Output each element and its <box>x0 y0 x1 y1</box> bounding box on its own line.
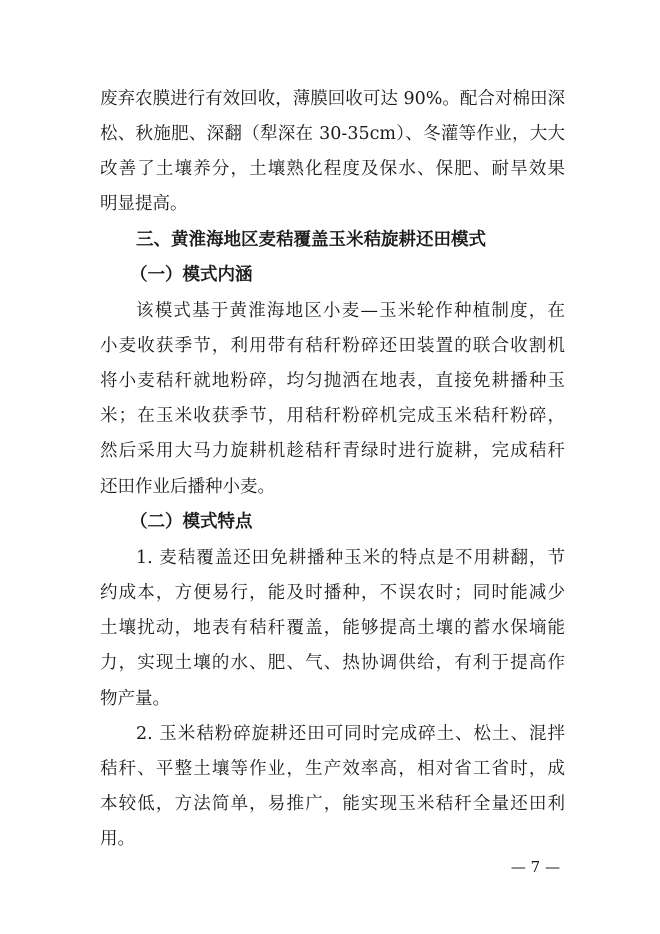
body-text-line: 2. 玉米秸粉碎旋耕还田可同时完成碎土、松土、混拌 <box>136 724 565 744</box>
body-text-line: 将小麦秸秆就地粉碎，均匀抛洒在地表，直接免耕播种玉 <box>100 371 565 391</box>
page-number: — 7 — <box>510 858 560 876</box>
body-text-line: 本较低，方法简单，易推广，能实现玉米秸秆全量还田利 <box>100 794 565 814</box>
body-text-line: 松、秋施肥、深翻（犁深在 30-35cm）、冬灌等作业，大大 <box>100 124 565 144</box>
body-text-line: 明显提高。 <box>100 194 188 214</box>
body-text-line: 1. 麦秸覆盖还田免耕播种玉米的特点是不用耕翻，节 <box>136 548 565 568</box>
subsection-heading: （一）模式内涵 <box>130 265 253 285</box>
body-text-line: 废弃农膜进行有效回收，薄膜回收可达 90%。配合对棉田深 <box>100 89 565 109</box>
body-text-line: 土壤扰动，地表有秸秆覆盖，能够提高土壤的蓄水保墒能 <box>100 618 565 638</box>
body-text-line: 力，实现土壤的水、肥、气、热协调供给，有利于提高作 <box>100 653 565 673</box>
body-text-line: 改善了土壤养分，土壤熟化程度及保水、保肥、耐旱效果 <box>100 159 565 179</box>
body-text-line: 小麦收获季节，利用带有秸秆粉碎还田装置的联合收割机 <box>100 336 565 356</box>
body-text-line: 用。 <box>100 829 135 849</box>
section-heading: 三、黄淮海地区麦秸覆盖玉米秸旋耕还田模式 <box>136 230 486 250</box>
body-text-line: 米；在玉米收获季节，用秸秆粉碎机完成玉米秸秆粉碎， <box>100 406 565 426</box>
body-text-line: 物产量。 <box>100 689 170 709</box>
body-text-line: 还田作业后播种小麦。 <box>100 477 275 497</box>
subsection-heading: （二）模式特点 <box>130 512 253 532</box>
body-text-line: 约成本，方便易行，能及时播种，不误农时；同时能减少 <box>100 583 565 603</box>
body-text-line: 秸秆、平整土壤等作业，生产效率高，相对省工省时，成 <box>100 759 565 779</box>
body-text-line: 然后采用大马力旋耕机趁秸秆青绿时进行旋耕，完成秸秆 <box>100 441 565 461</box>
body-text-line: 该模式基于黄淮海地区小麦—玉米轮作种植制度，在 <box>136 301 565 321</box>
